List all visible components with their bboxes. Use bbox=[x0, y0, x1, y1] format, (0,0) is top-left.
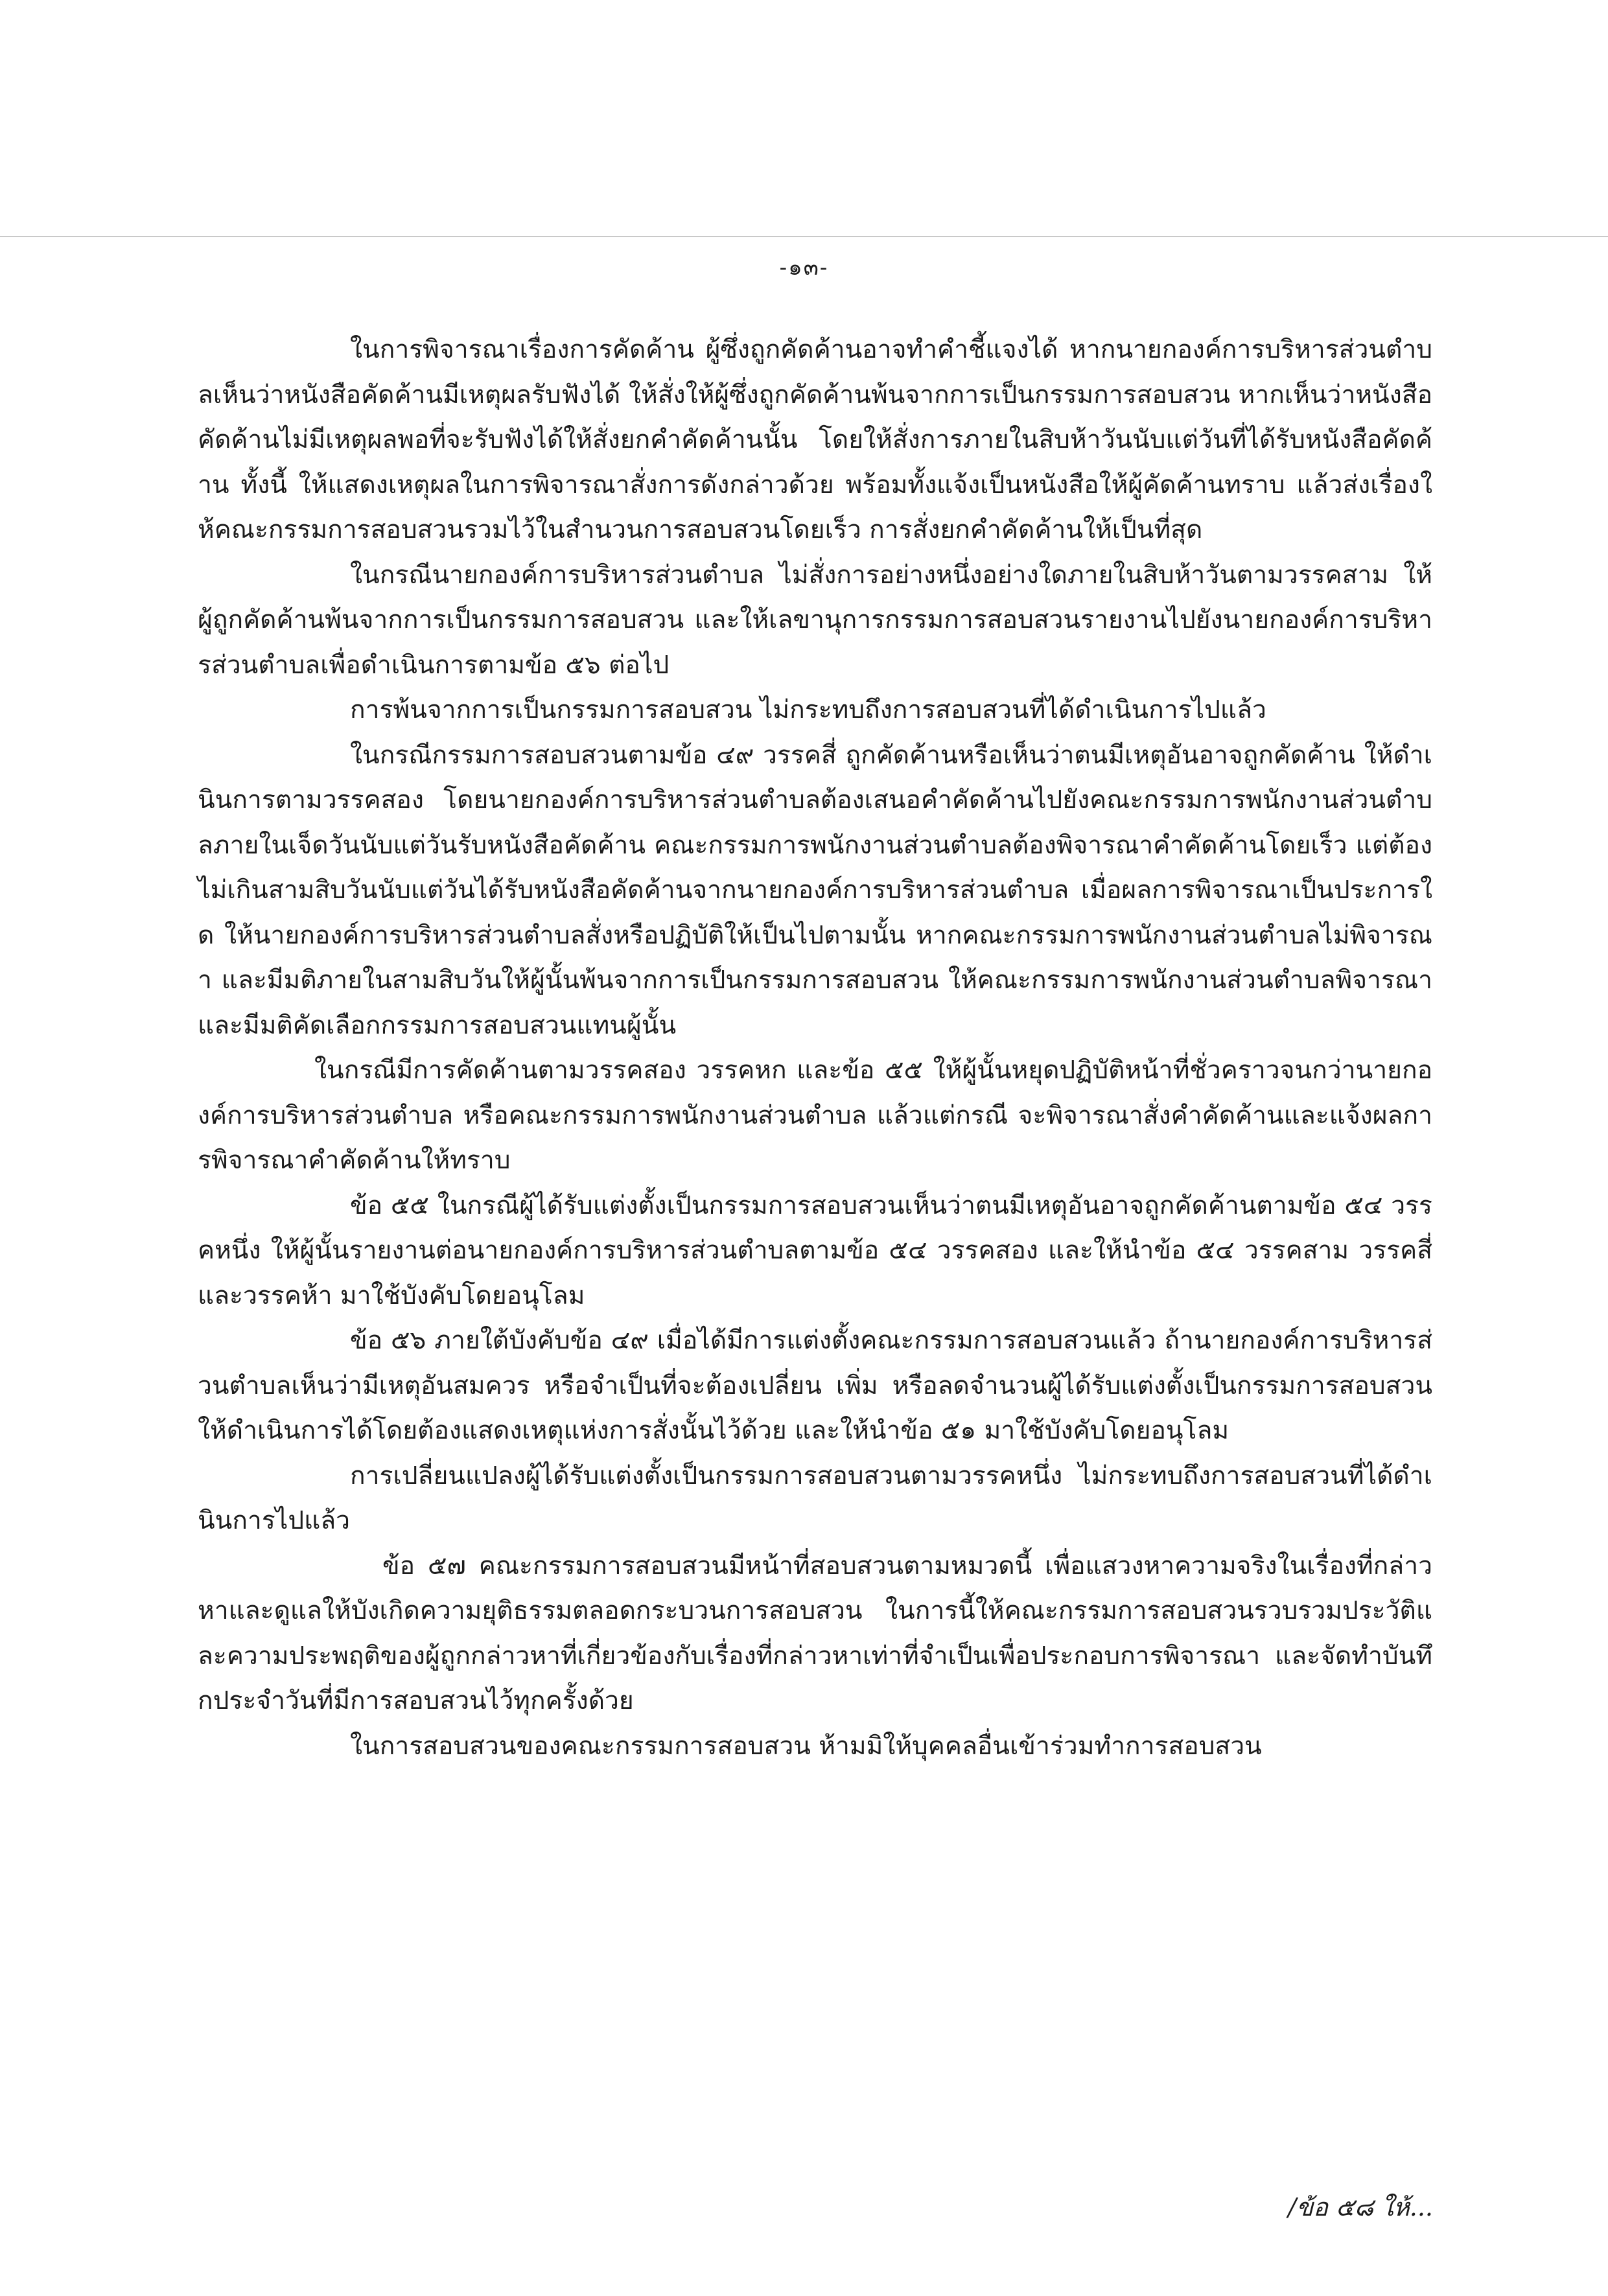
paragraph-clause-57: ข้อ ๕๗ คณะกรรมการสอบสวนมีหน้าที่สอบสวนตามหมวดนี้ เพื่อแสวงหาความจริงในเรื่องที่กล่าวหาและดูแลให้บังเกิดความยุติธรรมตลอดกระบวนการสอบสวน ในการนี้ให้คณะกรรมการสอบสวนรวบรวมประวัติและความประพฤติของผู้ถูกกล่าวหาที่เกี่ยวข้องกับเรื่องที่กล่าวหาเท่าที่จำเป็นเพื่อประกอบการพิจารณา และจัดทำบันทึกประจำวันที่มีการสอบสวนไว้ทุกครั้งด้วย bbox=[198, 1551, 1432, 1715]
paragraph-committee-member-objected: ในกรณีกรรมการสอบสวนตามข้อ ๔๙ วรรคสี่ ถูกคัดค้านหรือเห็นว่าตนมีเหตุอันอาจถูกคัดค้าน ให้ดำเนินการตามวรรคสอง โดยนายกองค์การบริหารส่วนตำบลต้องเสนอคำคัดค้านไปยังคณะกรรมการพนักงานส่วนตำบลภายในเจ็ดวันนับแต่วันรับหนังสือคัดค้าน คณะกรรมการพนักงานส่วนตำบลต้องพิจารณาคำคัดค้านโดยเร็ว แต่ต้องไม่เกินสามสิบวันนับแต่วันได้รับหนังสือคัดค้านจากนายกองค์การบริหารส่วนตำบล เมื่อผลการพิจารณาเป็นประการใด ให้นายกองค์การบริหารส่วนตำบลสั่งหรือปฏิบัติให้เป็นไปตามนั้น หากคณะกรรมการพนักงานส่วนตำบลไม่พิจารณา และมีมติภายในสามสิบวันให้ผู้นั้นพ้นจากการเป็นกรรมการสอบสวน ให้คณะกรรมการพนักงานส่วนตำบลพิจารณาและมีมติคัดเลือกกรรมการสอบสวนแทนผู้นั้น bbox=[198, 740, 1432, 1040]
paragraph-no-outsiders: ในการสอบสวนของคณะกรรมการสอบสวน ห้ามมิให้บุคคลอื่นเข้าร่วมทำการสอบสวน bbox=[350, 1731, 1262, 1761]
paragraph-no-order-within-15-days: ในกรณีนายกองค์การบริหารส่วนตำบล ไม่สั่งการอย่างหนึ่งอย่างใดภายในสิบห้าวันตามวรรคสาม ให้ผู้ถูกคัดค้านพ้นจากการเป็นกรรมการสอบสวน และให้เลขานุการกรรมการสอบสวนรายงานไปยังนายกองค์การบริหารส่วนตำบลเพื่อดำเนินการตามข้อ ๕๖ ต่อไป bbox=[198, 560, 1432, 680]
paragraph-clause-55: ข้อ ๕๕ ในกรณีผู้ได้รับแต่งตั้งเป็นกรรมการสอบสวนเห็นว่าตนมีเหตุอันอาจถูกคัดค้านตามข้อ ๕๔ วรรคหนึ่ง ให้ผู้นั้นรายงานต่อนายกองค์การบริหารส่วนตำบลตามข้อ ๕๔ วรรคสอง และให้นำข้อ ๕๔ วรรคสาม วรรคสี่ และวรรคห้า มาใช้บังคับโดยอนุโลม bbox=[198, 1190, 1432, 1310]
paragraph-clause-56: ข้อ ๕๖ ภายใต้บังคับข้อ ๔๙ เมื่อได้มีการแต่งตั้งคณะกรรมการสอบสวนแล้ว ถ้านายกองค์การบริหารส่วนตำบลเห็นว่ามีเหตุอันสมควร หรือจำเป็นที่จะต้องเปลี่ยน เพิ่ม หรือลดจำนวนผู้ได้รับแต่งตั้งเป็นกรรมการสอบสวน ให้ดำเนินการได้โดยต้องแสดงเหตุแห่งการสั่งนั้นไว้ด้วย และให้นำข้อ ๕๑ มาใช้บังคับโดยอนุโลม bbox=[198, 1326, 1432, 1445]
continuation-marker: /ข้อ ๕๘ ให้... bbox=[1288, 2193, 1433, 2221]
paragraph-objection-review: ในการพิจารณาเรื่องการคัดค้าน ผู้ซึ่งถูกคัดค้านอาจทำคำชี้แจงได้ หากนายกองค์การบริหารส่วนตำบลเห็นว่าหนังสือคัดค้านมีเหตุผลรับฟังได้ ให้สั่งให้ผู้ซึ่งถูกคัดค้านพ้นจากการเป็นกรรมการสอบสวน หากเห็นว่าหนังสือคัดค้านไม่มีเหตุผลพอที่จะรับฟังได้ให้สั่งยกคำคัดค้านนั้น โดยให้สั่งการภายในสิบห้าวันนับแต่วันที่ได้รับหนังสือคัดค้าน ทั้งนี้ ให้แสดงเหตุผลในการพิจารณาสั่งการดังกล่าวด้วย พร้อมทั้งแจ้งเป็นหนังสือให้ผู้คัดค้านทราบ แล้วส่งเรื่องให้คณะกรรมการสอบสวนรวมไว้ในสำนวนการสอบสวนโดยเร็ว การสั่งยกคำคัดค้านให้เป็นที่สุด bbox=[198, 335, 1432, 544]
paragraph-temporary-suspension: ในกรณีมีการคัดค้านตามวรรคสอง วรรคหก และข้อ ๕๕ ให้ผู้นั้นหยุดปฏิบัติหน้าที่ชั่วคราวจนกว่านายกองค์การบริหารส่วนตำบล หรือคณะกรรมการพนักงานส่วนตำบล แล้วแต่กรณี จะพิจารณาสั่งคำคัดค้านและแจ้งผลการพิจารณาคำคัดค้านให้ทราบ bbox=[198, 1056, 1432, 1175]
scan-edge-line bbox=[0, 236, 1608, 237]
page-number: -๑๓- bbox=[779, 255, 829, 281]
paragraph-removal-no-effect: การพ้นจากการเป็นกรรมการสอบสวน ไม่กระทบถึงการสอบสวนที่ได้ดำเนินการไปแล้ว bbox=[350, 695, 1266, 725]
paragraph-change-no-effect: การเปลี่ยนแปลงผู้ได้รับแต่งตั้งเป็นกรรมการสอบสวนตามวรรคหนึ่ง ไม่กระทบถึงการสอบสวนที่ได้ดำเนินการไปแล้ว bbox=[198, 1461, 1432, 1535]
body-text bbox=[198, 327, 1432, 1768]
